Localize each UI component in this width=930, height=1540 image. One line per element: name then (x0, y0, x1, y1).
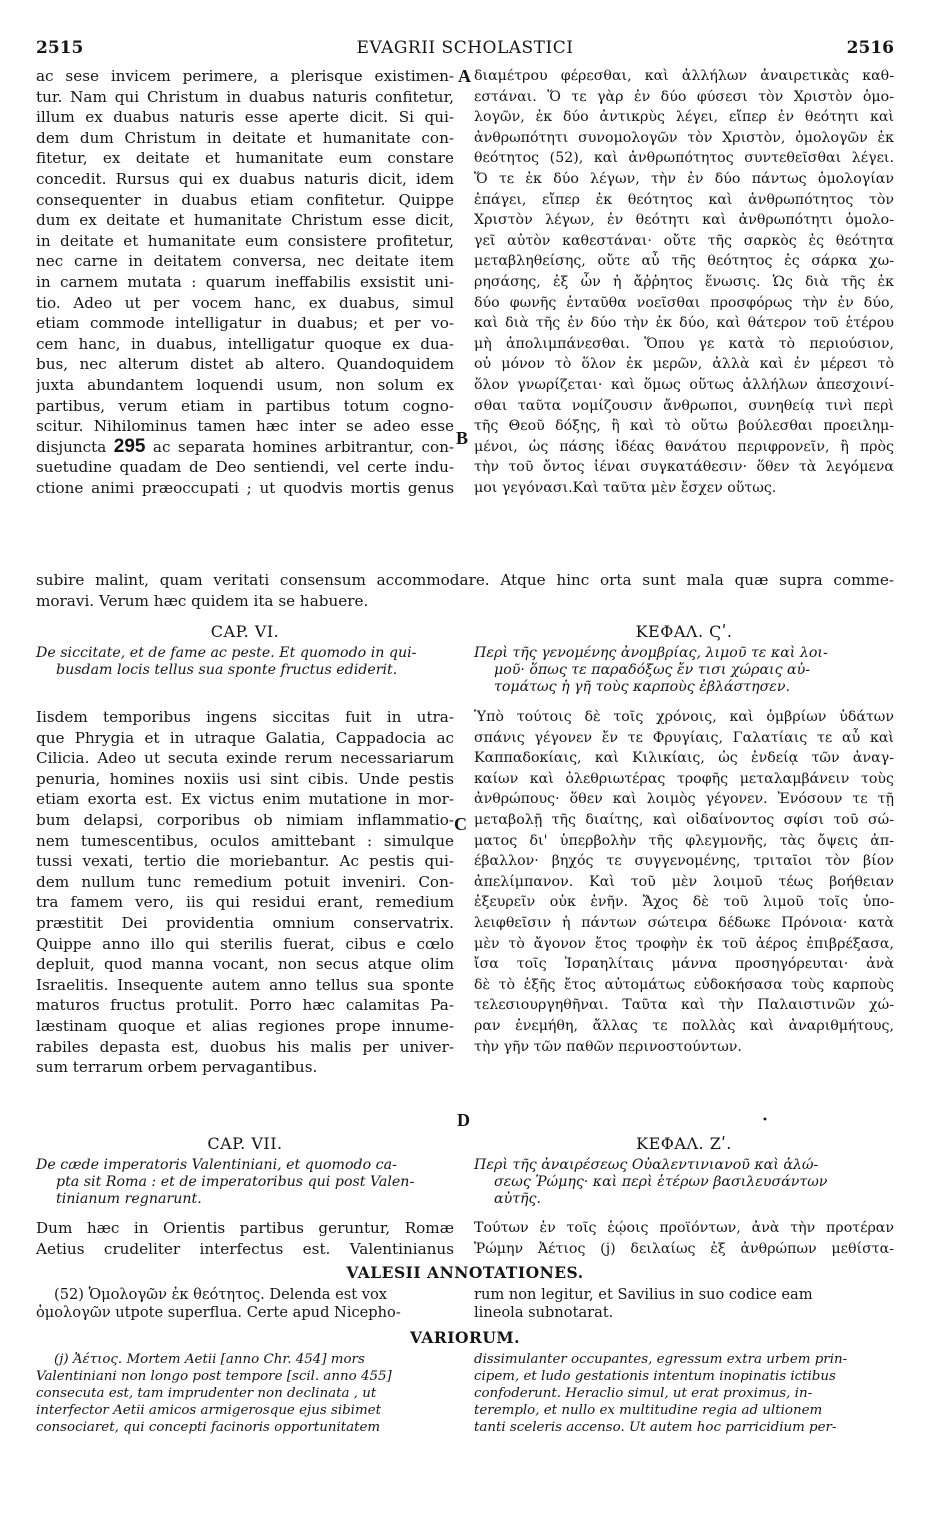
text-line: scitur. Nihilominus tamen hæc inter se adeo esse (36, 417, 454, 436)
text-line: σπάνις γέγονεν ἔν τε Φρυγίαις, Γαλατίαις τε αὖ καὶ (474, 729, 894, 746)
summary-line: αὐτῆς. (494, 1191, 542, 1207)
summary-line: τομάτως ἡ γῆ τοὺς καρποὺς ἐβλάστησεν. (494, 679, 791, 695)
text-line: cem hanc, in duabus, intelligatur quoque ex dua- (36, 334, 454, 353)
text-line: δύο φωνῆς ἐνταῦθα νοεῖσθαι προσφόρως τὴν ἐν δύο, (474, 294, 894, 311)
valesii-note-left (36, 1286, 454, 1322)
text-line: que Phrygia et in utraque Galatia, Cappadocia ac (36, 728, 454, 747)
text-line: Quippe anno illo qui sterilis fuerat, cibus e cœlo (36, 934, 454, 953)
valesii-note-right (474, 1286, 894, 1322)
text-word: disjuncta (36, 437, 107, 456)
text-line: maturos fructus protulit. Porro hæc calamitas Pa- (36, 996, 454, 1015)
text-line: suetudine quadam de Deo sentiendi, vel certe indu- (36, 458, 454, 477)
note-line: interfector Aetii amicos armigerosque ejus sibimet (36, 1403, 381, 1418)
text-line: ἴσα τοῖς Ἰσραηλίταις μάννα προσηγόρευται· ἀνὰ (474, 956, 894, 973)
text-line: Cilicia. Adeo ut secuta exinde rerum necessariarum (36, 749, 454, 768)
text-line: tur. Nam qui Christum in duabus naturis confitetur, (36, 87, 454, 106)
bullet-mark: • (762, 1115, 768, 1126)
page-number-left: 2515 (36, 38, 84, 58)
text-line: ἀνθρώπους· ὅθεν καὶ λοιμὸς γέγονεν. Ἐνόσουν τε τῇ (474, 791, 894, 808)
column-number: 295 (113, 436, 146, 457)
note-line: teremplo, et nullo ex multitudine regia ad ultionem (474, 1403, 823, 1418)
text-line: μένοι, ὡς πάσης ἰδέας θανάτου περιφρονεῖν, ἢ πρὸς (474, 438, 894, 455)
text-line: τῆς Θεοῦ δόξης, ἢ καὶ τὸ οὕτω βούλεσθαι προειλημ- (474, 418, 894, 435)
note-line: consecuta est, tam imprudenter non declinata , ut (36, 1386, 377, 1401)
greek-chapter-6-body (474, 707, 894, 1057)
text-line: partibus, verum etiam in partibus totum cogno- (36, 396, 454, 415)
text-line: σθαι ταῦτα νομίζουσιν ἄνθρωποι, συνηθείᾳ τινὶ περὶ (474, 397, 894, 414)
summary-line: pta sit Roma : et de imperatoribus qui post Valen- (56, 1174, 415, 1190)
text-line: subire malint, quam veritati consensum accommodare. Atque hinc orta sunt mala quæ supra comme- (36, 571, 894, 589)
text-line: Aetius crudeliter interfectus est. Valentinianus (36, 1239, 454, 1258)
greek-chapter-7-body (474, 1218, 894, 1259)
text-line: concedit. Rursus qui ex duabus naturis dicit, idem (36, 169, 454, 188)
text-line: penuria, homines noxiis usi sint cibis. Unde pestis (36, 769, 454, 788)
page-number-right: 2516 (846, 38, 894, 58)
text-line: tussi vexati, tertio die moriebantur. Ac pestis qui- (36, 852, 454, 871)
note-line: ὁμολογῶν utpote superflua. Certe apud Nicepho- (36, 1304, 401, 1321)
text-line: sum terrarum orbem pervagantibus. (36, 1058, 318, 1077)
greek-chapter-7-summary (474, 1157, 894, 1208)
text-line: in carnem mutata : quarum ineffabilis exsistit uni- (36, 272, 454, 291)
text-line: fitetur, ex deitate et humanitate eum constare (36, 149, 454, 168)
text-line: ἀνθρωπότητι συνομολογῶν τὸν Χριστὸν, ὁμολογῶν ἐκ (474, 129, 894, 146)
text-line: dem dum Christum in deitate et humanitate con- (36, 128, 454, 147)
running-title: EVAGRII SCHOLASTICI (356, 38, 574, 58)
note-line: dissimulanter occupantes, egressum extra urbem prin- (474, 1352, 848, 1367)
text-fragment: ac separata homines arbitrantur, con- (152, 437, 454, 456)
greek-column-top (474, 66, 894, 498)
text-line: γεῖ αὐτὸν καθεστάναι· οὔτε τῆς σαρκὸς ἐς θεότητα (474, 232, 894, 249)
text-line-with-column-number (36, 437, 454, 458)
text-line: μὴ ἀπολιμπάνεσθαι. Ὅπου γε κατὰ τὸ περιούσιον, (474, 335, 894, 352)
text-line: έβαλλον· βηχός τε συγγενομένης, τριταῖοι τὸν βίον (474, 853, 894, 870)
note-line: Valentiniani non longo post tempore [scil. anno 455] (36, 1369, 392, 1384)
text-line: μεταβολῇ τῆς διαίτης, καὶ οἰδαίνοντος σφίσι τοῦ σώ- (474, 811, 894, 828)
note-line: consociaret, qui concepti facinoris opportunitatem (36, 1420, 381, 1435)
text-line: Χριστὸν λέγων, ἐν θεότητι καὶ ἀνθρωπότητι ὁμολο- (474, 212, 894, 229)
text-line: θεότητος (52), καὶ ἀνθρωπότητος συντεθεῖσθαι λέγει. (474, 150, 894, 167)
greek-chapter-6-summary (474, 645, 894, 696)
note-line: tanti sceleris accenso. Ut autem hoc parricidium per- (474, 1420, 837, 1435)
text-line: tio. Adeo ut per vocem hanc, ex duabus, simul (36, 293, 454, 312)
text-line: etiam exorta est. Ex victus enim mutatione in mor- (36, 790, 454, 809)
summary-line: De cæde imperatoris Valentiniani, et quomodo ca- (36, 1157, 397, 1173)
text-line: Iisdem temporibus ingens siccitas fuit in utra- (36, 708, 454, 726)
text-line: ραν ἐνεμήθη, ἄλλας τε πολλὰς καὶ ἀναριθμήτους, (474, 1017, 894, 1034)
text-line: consequenter in duabus etiam confitetur. Quippe (36, 190, 454, 209)
text-line: εστάναι. Ὅ τε γὰρ ἐν δύο φύσεσι τὸν Χριστὸν ὁμο- (474, 88, 894, 105)
greek-chapter-7-heading: ΚΕΦΑΛ. Ζʹ. (636, 1134, 732, 1153)
text-line: depluit, quod manna vocant, non secus atque olim (36, 955, 454, 974)
summary-line: busdam locis tellus sua sponte fructus ediderit. (56, 662, 398, 678)
text-line: Ὑπὸ τούτοις δὲ τοῖς χρόνοις, καὶ ὀμβρίων ὑδάτων (474, 709, 894, 725)
text-line: ctione animi præoccupati ; ut quodvis mortis genus (36, 478, 454, 497)
text-line: Καππαδοκίαις, καὶ Κιλικίαις, ὡς ἐνδείᾳ τῶν ἀναγ- (474, 750, 894, 767)
text-line: ac sese invicem perimere, a plerisque existimen- (36, 67, 454, 85)
text-line: nem tumescentibus, oculos amittebant : simulque (36, 831, 454, 850)
text-line: etiam commode intelligatur in duabus; et per vo- (36, 314, 454, 333)
text-line: ἐπάγει, εἴπερ ἐκ θεότητος καὶ ἀνθρωπότητος τὸν (474, 191, 894, 208)
text-line: τὴν τοῦ ὄντος ἰέναι συγκατάθεσιν· ὅθεν τὰ λεγόμενα (474, 459, 894, 476)
text-line: μεταβληθείσης, οὔτε αὖ τῆς θεότητος ἐς σάρκα χω- (474, 253, 894, 270)
note-line: (52) Ὁμολογῶν ἐκ θεότητος. Delenda est vox (54, 1286, 388, 1303)
text-line: ἀπελίμπανον. Καὶ τοῦ μὲν λοιμοῦ τέως βοήθειαν (474, 873, 894, 890)
note-line: rum non legitur, et Savilius in suo codice eam (474, 1286, 813, 1303)
variorum-note-left (36, 1351, 454, 1436)
text-line: ρησάσης, ἐξ ὧν ἡ ἄῤῥητος ἕνωσις. Ὡς διὰ τῆς ἐκ (474, 273, 894, 290)
margin-marker-a: A (458, 66, 471, 86)
latin-chapter-6-body (36, 707, 454, 1078)
text-line: μὲν τὸ ἄγονον ἔτος τροφὴν ἐκ τοῦ ἀέρος ἐπιβρέξασα, (474, 935, 894, 952)
text-line: tra famem vero, iis qui residui erant, remedium (36, 893, 454, 912)
text-line: in deitate et humanitate eum consistere profitetur, (36, 231, 454, 250)
text-line: ματος δι' ὑπερβολὴν τῆς φλεγμονῆς, τὰς ὄψεις ἀπ- (474, 832, 894, 849)
text-line: οὐ μόνον τὸ ὅλον ἐκ μερῶν, ἀλλὰ καὶ ἐν μέρεσι τὸ (474, 356, 894, 373)
note-line: lineola subnotarat. (474, 1304, 614, 1321)
note-line: (j) Ἀέτιος. Mortem Aetii [anno Chr. 454] mors (54, 1352, 365, 1367)
text-line: juxta abundantem loquendi usum, non solum ex (36, 375, 454, 394)
latin-chapter-6-summary (36, 645, 454, 679)
text-line: dem nullum tunc remedium potuit inveniri. Con- (36, 872, 454, 891)
latin-column-top (36, 66, 454, 498)
text-line: τελεσιουργηθῆναι. Ταῦτα καὶ τὴν Παλαιστινῶν χώ- (474, 997, 894, 1014)
text-line: Israelitis. Insequente autem anno tellus sua sponte (36, 975, 454, 994)
variorum-heading: VARIORUM. (410, 1328, 520, 1347)
text-line: καίων καὶ ὀλεθριωτέρας τροφῆς μεταλαμβάνειν τοὺς (474, 770, 894, 787)
text-line: λογῶν, ἐκ δύο ἀντικρὺς λέγει, εἴπερ ἐν θεότητι καὶ (474, 109, 894, 126)
text-line: præstitit Dei providentia omnium conservatrix. (36, 913, 454, 932)
text-line: illum ex duabus naturis esse aperte dicit. Si qui- (36, 108, 454, 127)
margin-marker-b: B (456, 428, 469, 448)
text-line: Τούτων ἐν τοῖς ἑῴοις προϊόντων, ἀνὰ τὴν προτέραν (474, 1220, 894, 1236)
text-line: rabiles depasta est, duobus his malis per univer- (36, 1037, 454, 1056)
variorum-note-right (474, 1351, 894, 1436)
note-line: confoderunt. Heraclio simul, ut erat proximus, in- (474, 1386, 813, 1401)
text-line: Ὅ τε ἐκ δύο λέγων, τὴν ἐν δύο πάντως ὁμολογίαν (474, 170, 894, 187)
text-line: λειφθεῖσιν ἡ πάντων σώτειρα δέδωκε Πρόνοια· κατὰ (474, 914, 894, 931)
text-line: Dum hæc in Orientis partibus geruntur, Romæ (36, 1219, 454, 1237)
text-line: moravi. Verum hæc quidem ita se habuere. (36, 591, 369, 610)
text-line: nec carne in deitatem conversa, nec deitate item (36, 252, 454, 271)
text-line: μοι γεγόνασι.Καὶ ταῦτα μὲν ἔσχεν οὕτως. (474, 479, 777, 496)
text-line: δὲ τὸ ἑξῆς ἔτος αὐτομάτως εὐδοκήσασα τοὺς καρποὺς (474, 976, 894, 993)
page-header (36, 38, 894, 64)
summary-line: μοῦ· ὅπως τε παραδόξως ἔν τισι χώραις αὐ- (494, 662, 811, 678)
valesii-annotationes-heading: VALESII ANNOTATIONES. (346, 1263, 584, 1282)
summary-line: σεως Ῥώμης· καὶ περὶ ἑτέρων βασιλευσάντων (494, 1174, 828, 1190)
latin-chapter-6-heading: CAP. VI. (210, 622, 280, 641)
note-line: cipem, et ludo gestationis intentum inopinatis ictibus (474, 1369, 836, 1384)
latin-chapter-7-summary (36, 1157, 454, 1208)
greek-chapter-6-heading: ΚΕΦΑΛ. Ϛʹ. (635, 622, 733, 641)
text-line: læstinam quoque et alias regiones prope innume- (36, 1016, 454, 1035)
text-line: τὴν γῆν τῶν παθῶν περινοστούντων. (474, 1038, 742, 1055)
latin-chapter-7-body (36, 1218, 454, 1259)
text-line: διαμέτρου φέρεσθαι, καὶ ἀλλήλων ἀναιρετικὰς καθ- (474, 68, 894, 84)
text-line: bum delapsi, corporibus ob nimiam inflammatio- (36, 810, 454, 829)
text-line: ἐξευρεῖν οὐκ ἐνῆν. Ἄχος δὲ τοῦ λιμοῦ τοῖς ὑπο- (474, 894, 894, 911)
summary-line: Περὶ τῆς ἀναιρέσεως Οὐαλεντινιανοῦ καὶ ἁλώ- (474, 1157, 819, 1173)
summary-line: tinianum regnarunt. (56, 1191, 202, 1207)
summary-line: Περὶ τῆς γενομένης ἀνομβρίας, λιμοῦ τε καὶ λοι- (474, 645, 828, 661)
text-line: καὶ διὰ τῆς ἐν δύο τὴν ἐκ δύο, καὶ θάτερον τοῦ ἑτέρου (474, 315, 894, 332)
margin-marker-d: D (457, 1110, 470, 1130)
text-line: dum ex deitate et humanitate Christum esse dicit, (36, 211, 454, 230)
summary-line: De siccitate, et de fame ac peste. Et quomodo in qui- (36, 645, 417, 661)
margin-marker-c: C (454, 814, 467, 834)
text-line: bus, nec alterum distet ab altero. Quandoquidem (36, 355, 454, 374)
full-width-text (36, 570, 894, 611)
text-line: ὅλον γνωρίζεται· καὶ ὅμως οὕτως ἀλλήλων ἀπεσχοινί- (474, 376, 894, 393)
latin-chapter-7-heading: CAP. VII. (207, 1134, 283, 1153)
text-line: Ῥώμην Ἀέτιος (j) δειλαίως ἐξ ἀνθρώπων μεθίστα- (474, 1240, 894, 1257)
